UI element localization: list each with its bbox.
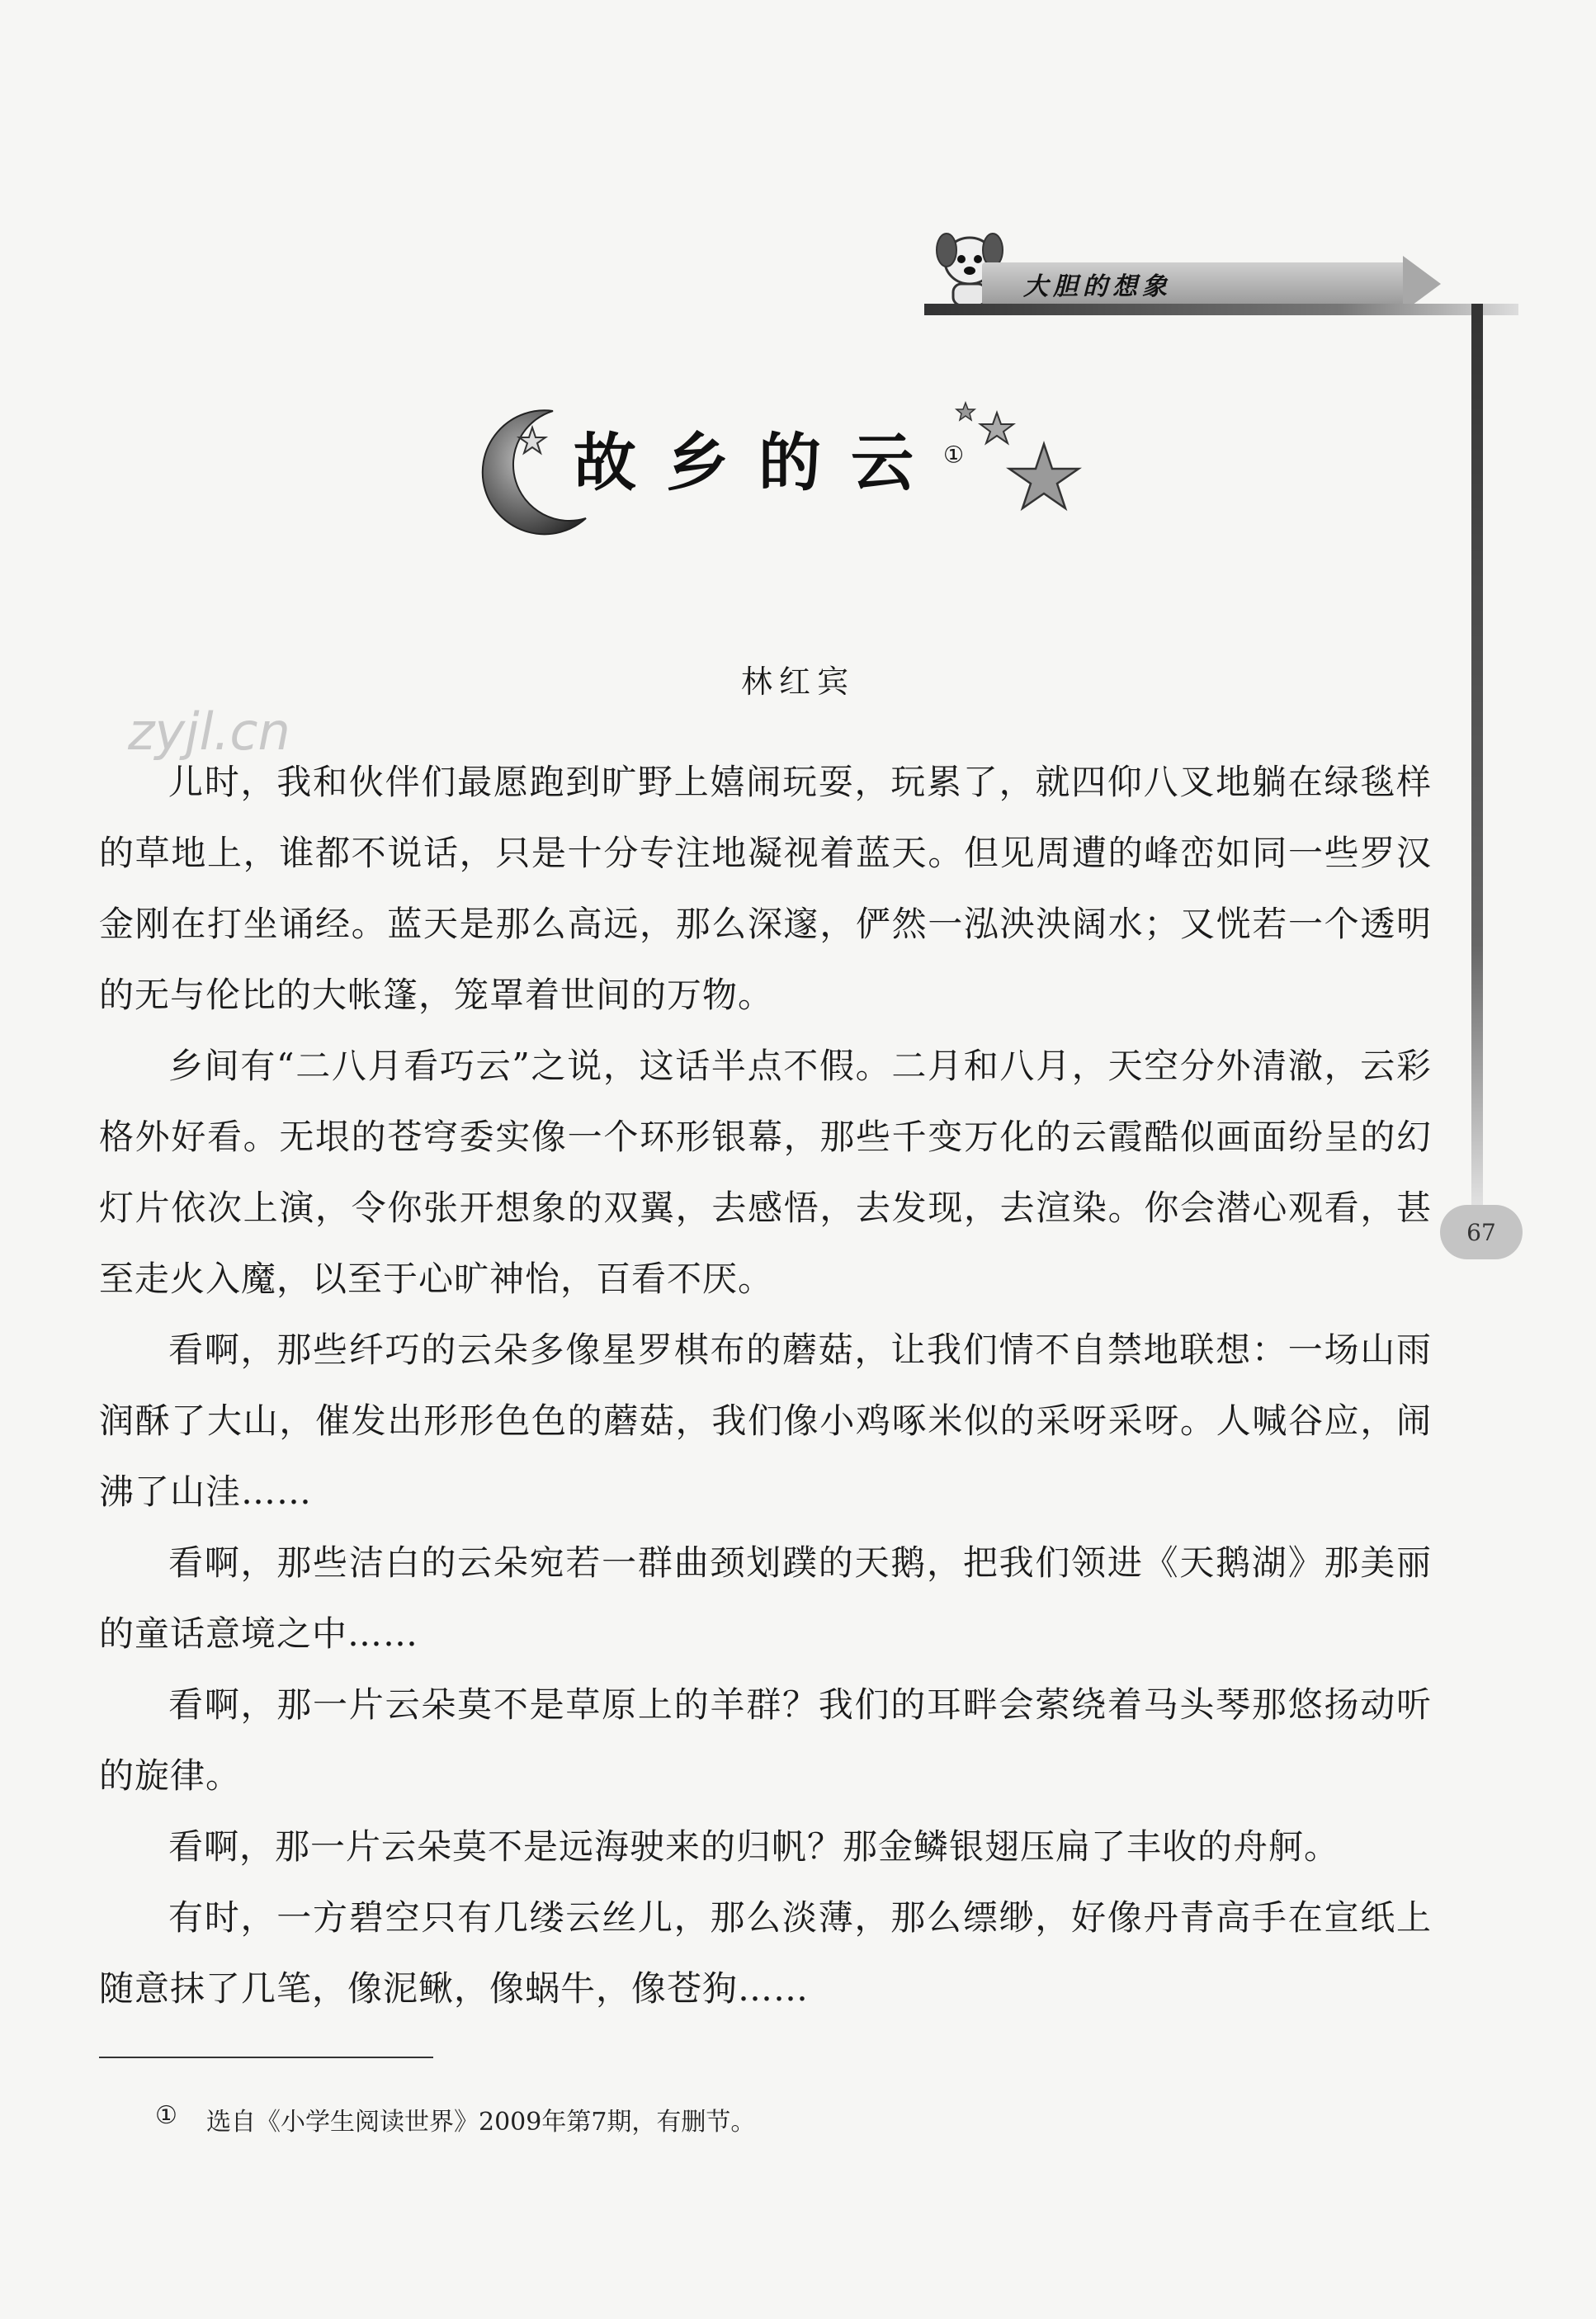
side-rule bbox=[1471, 304, 1483, 1220]
title-text: 故乡的云 bbox=[574, 426, 943, 499]
paragraph: 儿时，我和伙伴们最愿跑到旷野上嬉闹玩耍，玩累了，就四仰八叉地躺在绿毯样的草地上，谁都不说话，只是十分专注地凝视着蓝天。但见周遭的峰峦如同一些罗汉金刚在打坐诵经。蓝天是那么高远，那么深邃，俨然一泓泱泱阔水；又恍若一个透明的无与伦比的大帐篷，笼罩着世间的万物。 bbox=[99, 762, 1432, 1015]
section-label: 大胆的想象 bbox=[1023, 272, 1172, 301]
paragraph: 看啊，那些纤巧的云朵多像星罗棋布的蘑菇，让我们情不自禁地联想：一场山雨润酥了大山，催发出形形色色的蘑菇，我们像小鸡啄米似的采呀采呀。人喊谷应，闹沸了山洼…… bbox=[99, 1330, 1432, 1512]
article-title bbox=[574, 413, 964, 503]
footnote-text: 选自《小学生阅读世界》2009年第7期，有删节。 bbox=[206, 2108, 756, 2137]
footnote-mark: ① bbox=[155, 2101, 177, 2130]
paragraph: 看啊，那一片云朵莫不是远海驶来的归帆？那金鳞银翅压扁了丰收的舟舸。 bbox=[168, 1826, 1340, 1867]
page-number: 67 bbox=[1440, 1205, 1523, 1259]
paragraph: 看啊，那一片云朵莫不是草原上的羊群？我们的耳畔会萦绕着马头琴那悠扬动听的旋律。 bbox=[99, 1684, 1432, 1796]
footnote-divider bbox=[99, 2057, 433, 2058]
watermark: zyjl.cn bbox=[128, 701, 290, 762]
header-rule bbox=[924, 304, 1518, 315]
paragraph: 看啊，那些洁白的云朵宛若一群曲颈划蹼的天鹅，把我们领进《天鹅湖》那美丽的童话意境之中…… bbox=[99, 1542, 1432, 1654]
title-note-mark: ① bbox=[943, 441, 965, 469]
star-icon bbox=[949, 396, 1089, 528]
paragraph: 乡间有“二八月看巧云”之说，这话半点不假。二月和八月，天空分外清澈，云彩格外好看。无垠的苍穹委实像一个环形银幕，那些千变万化的云霞酷似画面纷呈的幻灯片依次上演，令你张开想象的双翼，去感悟，去发现，去渲染。你会潜心观看，甚至走火入魔，以至于心旷神怡，百看不厌。 bbox=[99, 1046, 1432, 1299]
paragraph: 有时，一方碧空只有几缕云丝儿，那么淡薄，那么缥缈，好像丹青高手在宣纸上随意抹了几笔，像泥鳅，像蜗牛，像苍狗…… bbox=[99, 1897, 1432, 2009]
footnote bbox=[157, 2101, 755, 2137]
author-name: 林红宾 bbox=[740, 664, 855, 700]
article-body bbox=[99, 747, 1432, 2024]
